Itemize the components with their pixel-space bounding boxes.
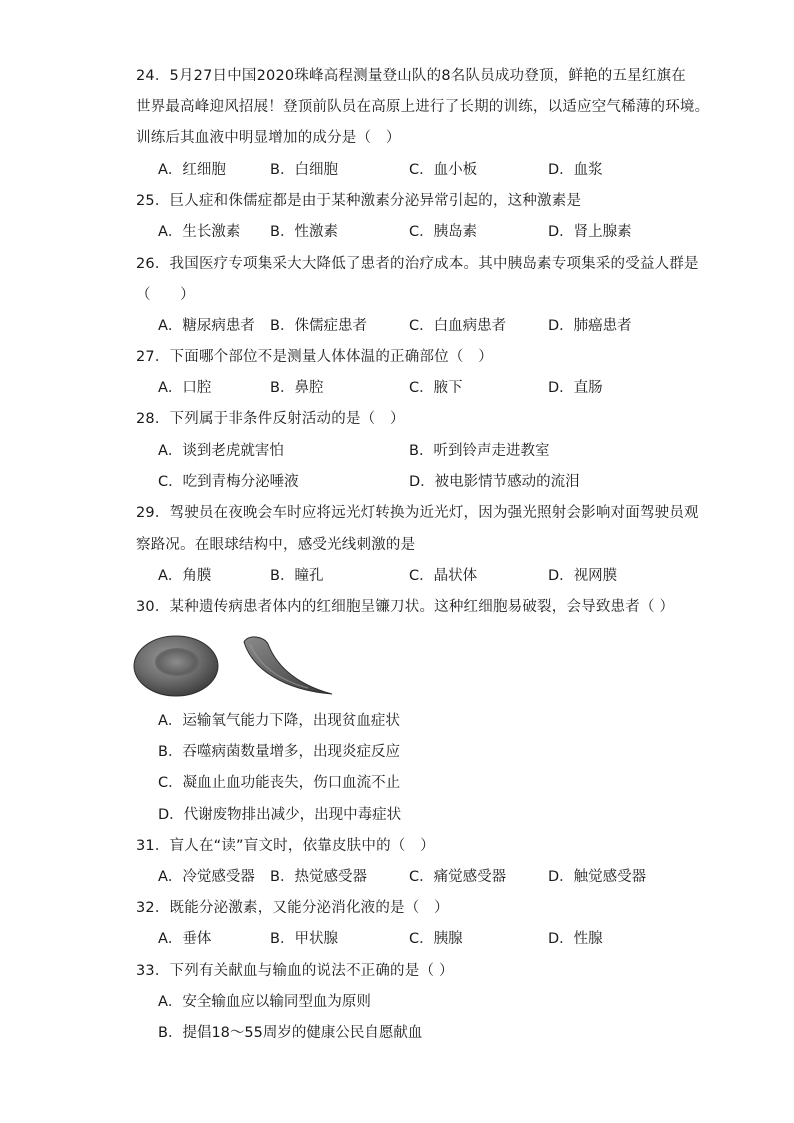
red-blood-cell-figure bbox=[132, 626, 347, 702]
q29-option-b[interactable]: B．瞳孔 bbox=[270, 568, 324, 584]
q25-option-d[interactable]: D．肾上腺素 bbox=[548, 224, 632, 240]
q26-option-c[interactable]: C．白血病患者 bbox=[409, 318, 507, 334]
q24-option-d[interactable]: D．血浆 bbox=[548, 162, 603, 178]
q26-line-2: （ ） bbox=[136, 287, 195, 303]
q31-option-d[interactable]: D．触觉感受器 bbox=[548, 869, 647, 885]
q32-option-a[interactable]: A．垂体 bbox=[158, 931, 212, 947]
q26-line-1: 26．我国医疗专项集采大大降低了患者的治疗成本。其中胰岛素专项集采的受益人群是 bbox=[136, 256, 699, 272]
q33-option-b[interactable]: B．提倡18～55周岁的健康公民自愿献血 bbox=[158, 1025, 423, 1041]
q25-option-a[interactable]: A．生长激素 bbox=[158, 224, 241, 240]
q30-line-1: 30．某种遗传病患者体内的红细胞呈镰刀状。这种红细胞易破裂，会导致患者（ ） bbox=[136, 599, 675, 615]
q30-option-a[interactable]: A．运输氧气能力下降，出现贫血症状 bbox=[158, 713, 400, 729]
q28-option-b[interactable]: B．听到铃声走进教室 bbox=[409, 443, 550, 459]
q25-option-c[interactable]: C．胰岛素 bbox=[409, 224, 478, 240]
q24-option-b[interactable]: B．白细胞 bbox=[270, 162, 338, 178]
q25-line-1: 25．巨人症和侏儒症都是由于某种激素分泌异常引起的，这种激素是 bbox=[136, 193, 582, 209]
q31-option-c[interactable]: C．痛觉感受器 bbox=[409, 869, 507, 885]
q28-option-a[interactable]: A．谈到老虎就害怕 bbox=[158, 443, 284, 459]
sickle-red-blood-cell bbox=[244, 637, 332, 694]
q33-option-a[interactable]: A．安全输血应以输同型血为原则 bbox=[158, 994, 371, 1010]
q27-option-c[interactable]: C．腋下 bbox=[409, 380, 463, 396]
q26-option-a[interactable]: A．糖尿病患者 bbox=[158, 318, 255, 334]
q28-option-d[interactable]: D．被电影情节感动的流泪 bbox=[409, 474, 580, 490]
q28-line-1: 28．下列属于非条件反射活动的是（ ） bbox=[136, 411, 405, 427]
q29-option-d[interactable]: D．视网膜 bbox=[548, 568, 618, 584]
q31-line-1: 31．盲人在“读”盲文时，依靠皮肤中的（ ） bbox=[136, 838, 435, 854]
q27-option-d[interactable]: D．直肠 bbox=[548, 380, 603, 396]
q29-option-a[interactable]: A．角膜 bbox=[158, 568, 212, 584]
q26-option-d[interactable]: D．肺癌患者 bbox=[548, 318, 632, 334]
q27-option-b[interactable]: B．鼻腔 bbox=[270, 380, 324, 396]
normal-red-blood-cell bbox=[134, 636, 218, 696]
q28-option-c[interactable]: C．吃到青梅分泌唾液 bbox=[158, 474, 299, 490]
q30-option-c[interactable]: C．凝血止血功能丧失，伤口血流不止 bbox=[158, 775, 401, 791]
q26-option-b[interactable]: B．侏儒症患者 bbox=[270, 318, 367, 334]
q24-line-3: 训练后其血液中明显增加的成分是（ ） bbox=[136, 130, 401, 146]
q32-option-d[interactable]: D．性腺 bbox=[548, 931, 603, 947]
q24-option-c[interactable]: C．血小板 bbox=[409, 162, 478, 178]
q31-option-b[interactable]: B．热觉感受器 bbox=[270, 869, 367, 885]
q24-line-2: 世界最高峰迎风招展！登顶前队员在高原上进行了长期的训练，以适应空气稀薄的环境。 bbox=[136, 99, 710, 115]
q25-option-b[interactable]: B．性激素 bbox=[270, 224, 338, 240]
q24-option-a[interactable]: A．红细胞 bbox=[158, 162, 226, 178]
q24-line-1: 24．5月27日中国2020珠峰高程测量登山队的8名队员成功登顶，鲜艳的五星红旗在 bbox=[136, 68, 686, 84]
q29-line-1: 29．驾驶员在夜晚会车时应将远光灯转换为近光灯，因为强光照射会影响对面驾驶员观 bbox=[136, 505, 699, 521]
q32-option-c[interactable]: C．胰腺 bbox=[409, 931, 463, 947]
q33-line-1: 33．下列有关献血与输血的说法不正确的是（ ） bbox=[136, 963, 454, 979]
q27-line-1: 27．下面哪个部位不是测量人体体温的正确部位（ ） bbox=[136, 349, 493, 365]
q29-option-c[interactable]: C．晶状体 bbox=[409, 568, 478, 584]
q30-option-d[interactable]: D．代谢废物排出减少，出现中毒症状 bbox=[158, 807, 402, 823]
q32-line-1: 32．既能分泌激素，又能分泌消化液的是（ ） bbox=[136, 900, 449, 916]
q32-option-b[interactable]: B．甲状腺 bbox=[270, 931, 338, 947]
q31-option-a[interactable]: A．冷觉感受器 bbox=[158, 869, 255, 885]
q30-option-b[interactable]: B．吞噬病菌数量增多，出现炎症反应 bbox=[158, 744, 400, 760]
q29-line-2: 察路况。在眼球结构中，感受光线刺激的是 bbox=[136, 537, 416, 553]
q27-option-a[interactable]: A．口腔 bbox=[158, 380, 212, 396]
